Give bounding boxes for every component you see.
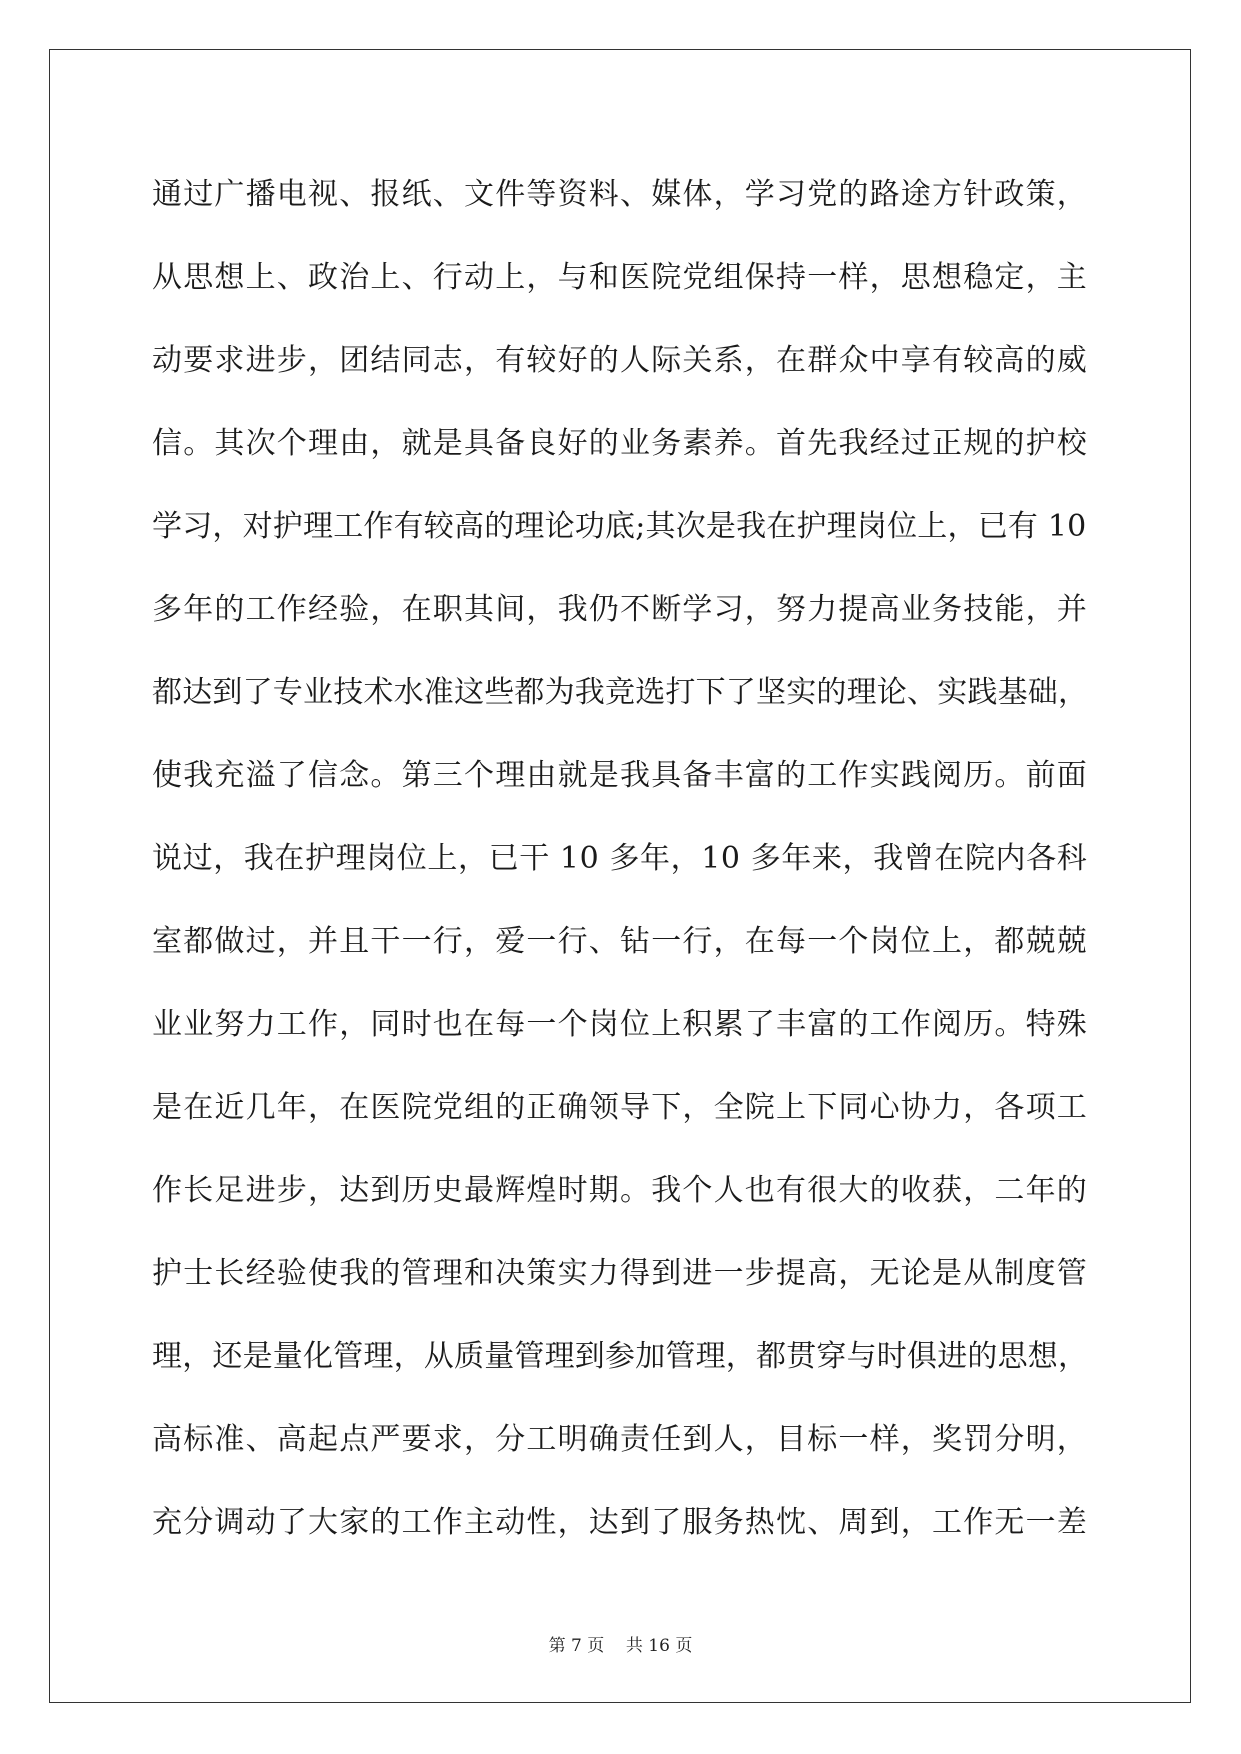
- text-line: 是在近几年，在医院党组的正确领导下，全院上下同心协力，各项工: [152, 1090, 1088, 1125]
- text-line: 多年的工作经验，在职其间，我仍不断学习，努力提高业务技能，并: [152, 592, 1088, 627]
- text-line: 动要求进步，团结同志，有较好的人际关系，在群众中享有较高的威: [152, 343, 1088, 378]
- text-line: 高标准、高起点严要求，分工明确责任到人，目标一样，奖罚分明，: [152, 1422, 1088, 1457]
- text-line: 作长足进步，达到历史最辉煌时期。我个人也有很大的收获，二年的: [152, 1173, 1088, 1208]
- text-line: 从思想上、政治上、行动上，与和医院党组保持一样，思想稳定，主: [152, 260, 1088, 295]
- text-line: 信。其次个理由，就是具备良好的业务素养。首先我经过正规的护校: [152, 426, 1088, 461]
- page-number-footer: 第 7 页 共 16 页: [548, 1636, 693, 1656]
- document-body: [152, 160, 1092, 1571]
- text-line: 都达到了专业技术水准这些都为我竞选打下了坚实的理论、实践基础，: [152, 675, 1089, 710]
- text-line: 通过广播电视、报纸、文件等资料、媒体，学习党的路途方针政策，: [152, 177, 1088, 212]
- text-line: 学习，对护理工作有较高的理论功底;其次是我在护理岗位上，已有 10: [152, 509, 1087, 544]
- text-line: 使我充溢了信念。第三个理由就是我具备丰富的工作实践阅历。前面: [152, 758, 1088, 793]
- text-line: 理，还是量化管理，从质量管理到参加管理，都贯穿与时俱进的思想，: [152, 1339, 1089, 1374]
- text-line: 说过，我在护理岗位上，已干 10 多年，10 多年来，我曾在院内各科: [152, 841, 1088, 876]
- text-line: 护士长经验使我的管理和决策实力得到进一步提高，无论是从制度管: [152, 1256, 1088, 1291]
- text-line: 充分调动了大家的工作主动性，达到了服务热忱、周到，工作无一差: [152, 1505, 1088, 1540]
- text-line: 业业努力工作，同时也在每一个岗位上积累了丰富的工作阅历。特殊: [152, 1007, 1088, 1042]
- text-line: 室都做过，并且干一行，爱一行、钻一行，在每一个岗位上，都兢兢: [152, 924, 1088, 959]
